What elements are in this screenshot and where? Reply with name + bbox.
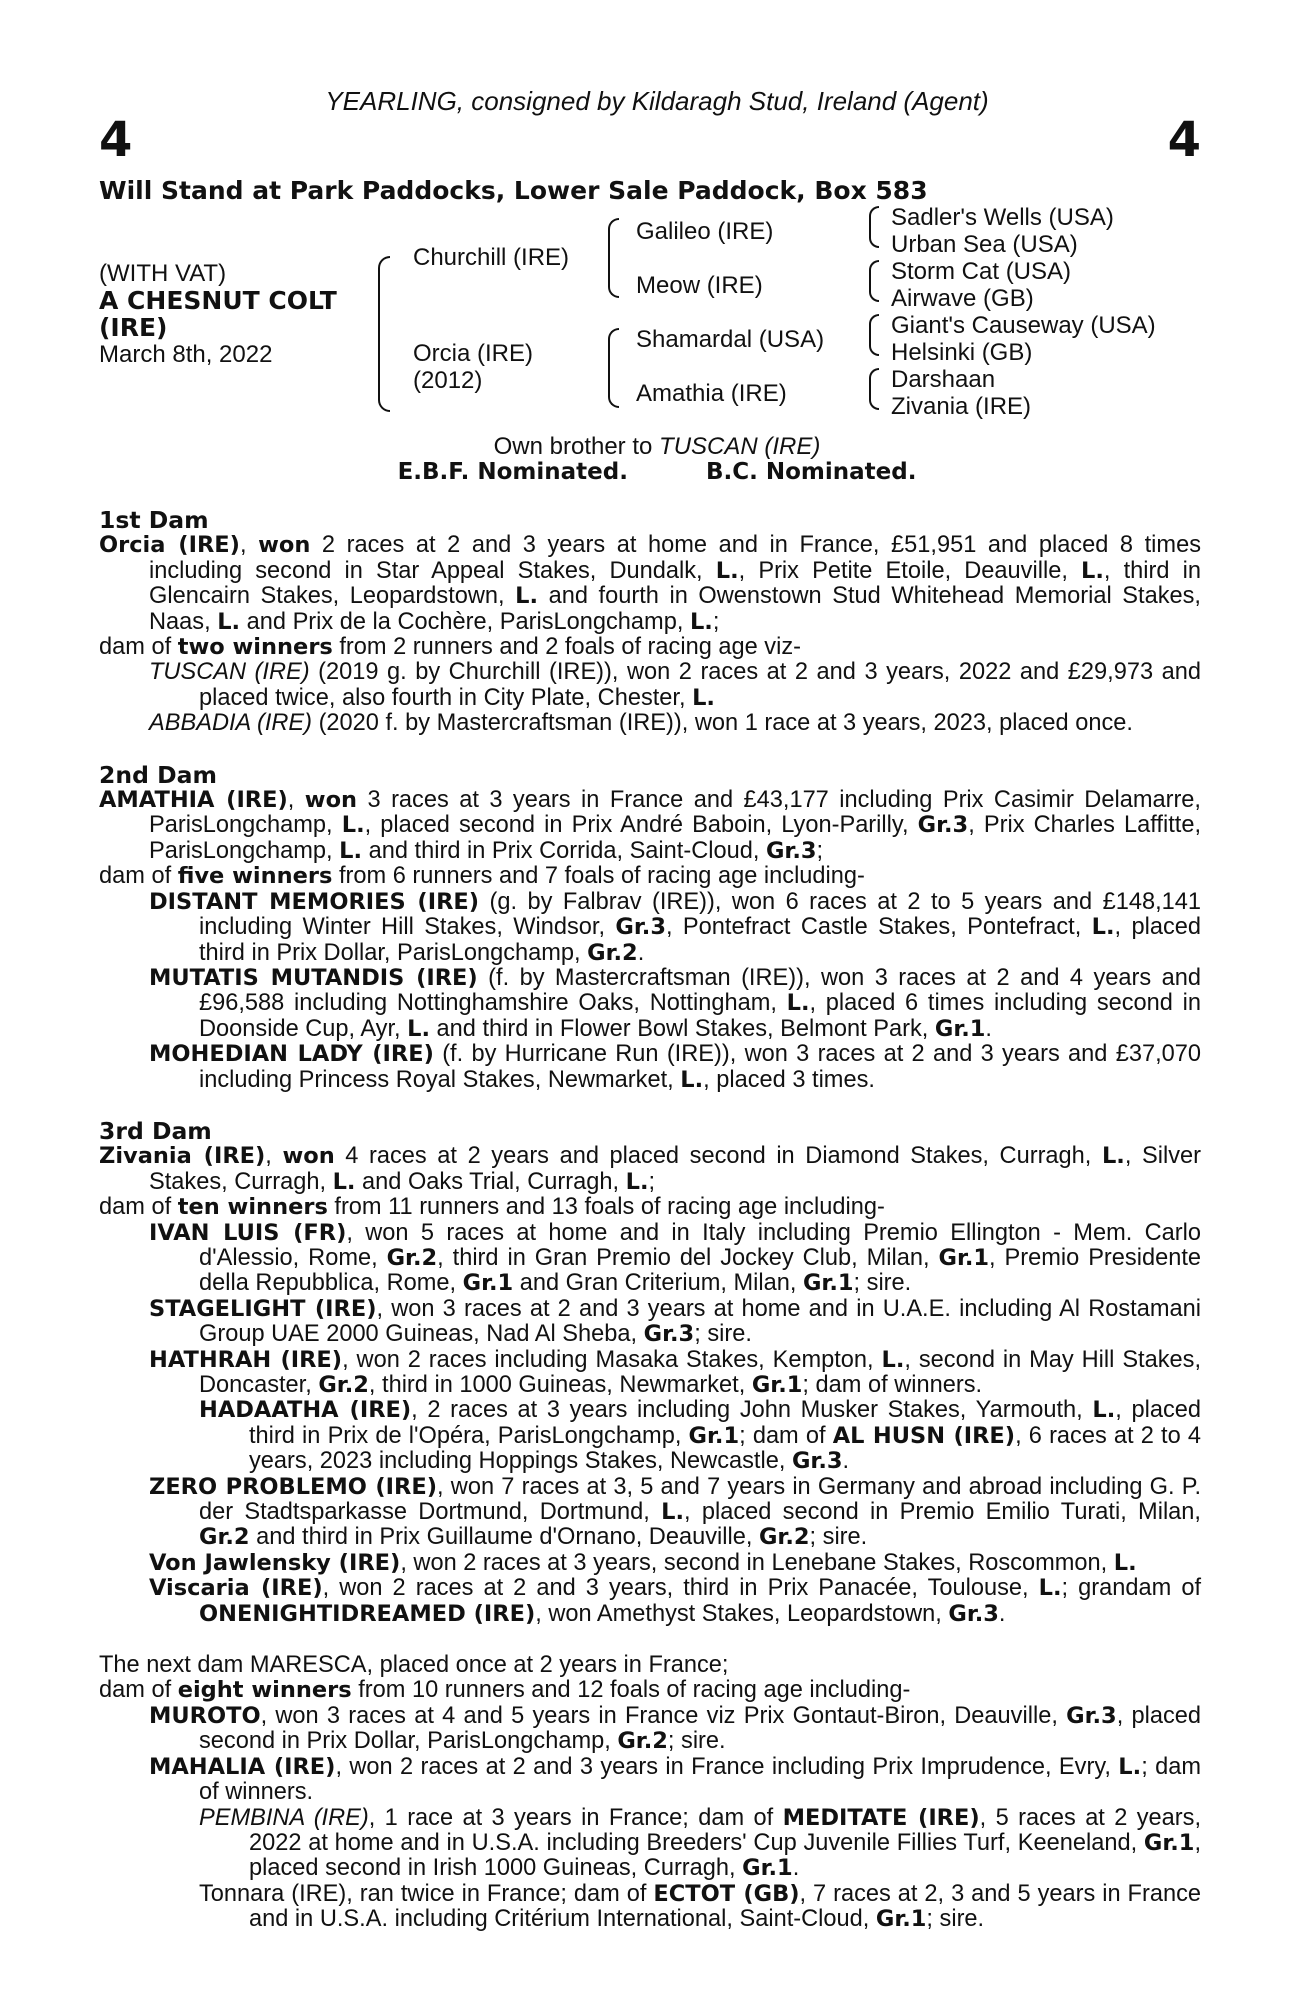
produce-name: Viscaria (IRE)	[149, 1575, 323, 1602]
lot-number-right: 4	[1167, 112, 1201, 168]
produce-name: IVAN LUIS (FR)	[149, 1219, 347, 1246]
produce-name: Tonnara (IRE)	[199, 1880, 347, 1907]
produce-name: MAHALIA (IRE)	[149, 1753, 336, 1780]
produce-entry: Von Jawlensky (IRE), won 2 races at 3 years, second in Lenebane Stakes, Roscommon, L.	[149, 1549, 1137, 1576]
own-brother-name: TUSCAN (IRE)	[659, 433, 821, 460]
produce-entry: TUSCAN (IRE) (2019 g. by Churchill (IRE)), won 2 races at 2 and 3 years, 2022 and £29,973 and placed twice, also fourth in City Plate, Chester, L.	[149, 659, 1201, 711]
sdd-name: Airwave (GB)	[891, 285, 1034, 312]
third-dam-record: Zivania (IRE), won 4 races at 2 years and placed second in Diamond Stakes, Curragh, L., Silver Stakes, Curragh, L. and Oaks Trial, Curragh, L.;	[99, 1143, 1201, 1195]
ebf-nominated: E.B.F. Nominated.	[397, 459, 628, 485]
pedigree-brace-dd	[869, 368, 879, 410]
produce-entry: MOHEDIAN LADY (IRE) (f. by Hurricane Run (IRE)), won 3 races at 2 and 3 years and £37,070 including Princess Royal Stakes, Newmarket, L., placed 3 times.	[149, 1041, 1201, 1093]
third-dam-heading: 3rd Dam	[99, 1116, 212, 1145]
produce-entry: MUROTO, won 3 races at 4 and 5 years in France viz Prix Gontaut-Biron, Deauville, Gr.3, placed second in Prix Dollar, ParisLongchamp, Gr.2; sire.	[149, 1702, 1202, 1755]
next-dam-intro: The next dam MARESCA, placed once at 2 years in France;	[99, 1652, 729, 1679]
first-dam-record: Orcia (IRE), won 2 races at 2 and 3 years at home and in France, £51,951 and placed 8 times including second in Star Appeal Stakes, Dundalk, L., Prix Petite Etoile, Deauville, L., third in Glencairn Stakes, Leopardstown, L. and fourth in Owenstown Stud Whitehead Memorial Stakes, Naas, L. and Prix de la Cochère, ParisLongchamp, L.;	[99, 532, 1201, 635]
ddd-name: Zivania (IRE)	[891, 393, 1032, 420]
lot-number-left: 4	[99, 112, 133, 168]
pedigree-brace-sire	[608, 218, 619, 298]
produce-name: ZERO PROBLEMO (IRE)	[149, 1473, 438, 1500]
dam-name: Orcia (IRE)	[413, 340, 533, 367]
produce-name: HADAATHA (IRE)	[199, 1397, 412, 1424]
produce-entry: ZERO PROBLEMO (IRE), won 7 races at 3, 5 and 7 years in Germany and abroad including G. P. der Stadtsparkasse Dortmund, Dortmund, L., placed second in Premio Emilio Turati, Milan, Gr.2 and third in Prix Guillaume d'Ornano, Deauville, Gr.2; sire.	[149, 1473, 1201, 1551]
produce-entry: HADAATHA (IRE), 2 races at 3 years including John Musker Stakes, Yarmouth, L., placed third in Prix de l'Opéra, ParisLongchamp, Gr.1; dam of AL HUSN (IRE), 6 races at 2 to 4 years, 2023 including Hoppings Stakes, Newcastle, Gr.3.	[199, 1397, 1201, 1475]
stand-location: Will Stand at Park Paddocks, Lower Sale Paddock, Box 583	[99, 176, 928, 205]
dsd-name: Helsinki (GB)	[891, 339, 1033, 366]
dam-year: (2012)	[413, 367, 483, 394]
foaling-date: March 8th, 2022	[99, 341, 273, 368]
own-brother-note	[0, 433, 1314, 461]
ssd-name: Urban Sea (USA)	[891, 231, 1078, 258]
consignor-line: YEARLING, consigned by Kildaragh Stud, Ireland (Agent)	[325, 86, 989, 116]
produce-name: MUTATIS MUTANDIS (IRE)	[149, 964, 478, 991]
third-dam-produce-summary: dam of ten winners from 11 runners and 13 foals of racing age including-	[99, 1194, 885, 1221]
first-dam-name: Orcia (IRE)	[99, 532, 240, 559]
sire-dam: Meow (IRE)	[636, 272, 763, 299]
produce-entry: PEMBINA (IRE), 1 race at 3 years in France; dam of MEDITATE (IRE), 5 races at 2 years, 2022 at home and in U.S.A. including Breeders' Cup Juvenile Fillies Turf, Keeneland, Gr.1, placed second in Irish 1000 Guineas, Curragh, Gr.1.	[199, 1804, 1202, 1882]
pedigree-brace-ss	[869, 206, 879, 248]
produce-entry: ABBADIA (IRE) (2020 f. by Mastercraftsman (IRE)), won 1 race at 3 years, 2023, placed once.	[149, 710, 1133, 737]
produce-name: ABBADIA (IRE)	[149, 710, 313, 737]
produce-name: DISTANT MEMORIES (IRE)	[149, 888, 480, 915]
vat-note: (WITH VAT)	[99, 260, 227, 287]
sire-name: Churchill (IRE)	[413, 244, 570, 271]
produce-name: STAGELIGHT (IRE)	[149, 1295, 377, 1322]
produce-name: TUSCAN (IRE)	[149, 659, 310, 686]
won-label: won	[258, 532, 311, 559]
second-dam-name: AMATHIA (IRE)	[99, 787, 288, 814]
second-dam-record: AMATHIA (IRE), won 3 races at 3 years in France and £43,177 including Prix Casimir Delamarre, ParisLongchamp, L., placed second in Prix André Baboin, Lyon-Parilly, Gr.3, Prix Charles Laffitte, ParisLongchamp, L. and third in Prix Corrida, Saint-Cloud, Gr.3;	[99, 787, 1201, 864]
produce-entry: Tonnara (IRE), ran twice in France; dam of ECTOT (GB), 7 races at 2, 3 and 5 years in France and in U.S.A. including Critérium International, Saint-Cloud, Gr.1; sire.	[199, 1880, 1201, 1933]
horse-name: A CHESNUT COLT	[99, 286, 337, 315]
produce-name: Von Jawlensky (IRE)	[149, 1549, 401, 1576]
third-dam-name: Zivania (IRE)	[99, 1143, 266, 1170]
horse-name-country: (IRE)	[99, 313, 168, 342]
produce-name: PEMBINA (IRE)	[199, 1804, 369, 1831]
pedigree-brace-ds	[869, 314, 879, 356]
produce-name: MOHEDIAN LADY (IRE)	[149, 1041, 434, 1068]
produce-entry: MAHALIA (IRE), won 2 races at 2 and 3 years in France including Prix Imprudence, Evry, L.; dam of winners.	[149, 1753, 1202, 1806]
second-dam-produce-summary: dam of five winners from 6 runners and 7 foals of racing age including-	[99, 863, 865, 890]
produce-entry: DISTANT MEMORIES (IRE) (g. by Falbrav (IRE)), won 6 races at 2 to 5 years and £148,141 including Winter Hill Stakes, Windsor, Gr.3, Pontefract Castle Stakes, Pontefract, L., placed third in Prix Dollar, ParisLongchamp, Gr.2.	[149, 888, 1202, 966]
dam-dam: Amathia (IRE)	[636, 380, 787, 407]
pedigree-brace-dam	[608, 328, 619, 408]
dam-sire: Shamardal (USA)	[636, 326, 825, 353]
produce-entry: Viscaria (IRE), won 2 races at 2 and 3 years, third in Prix Panacée, Toulouse, L.; grandam of ONENIGHTIDREAMED (IRE), won Amethyst Stakes, Leopardstown, Gr.3.	[149, 1575, 1201, 1627]
first-dam-heading: 1st Dam	[99, 506, 209, 534]
first-dam-produce-summary: dam of two winners from 2 runners and 2 foals of racing age viz-	[99, 634, 801, 661]
produce-entry: MUTATIS MUTANDIS (IRE) (f. by Mastercraftsman (IRE)), won 3 races at 2 and 4 years and £96,588 including Nottinghamshire Oaks, Nottingham, L., placed 6 times including second in Doonside Cup, Ayr, L. and third in Flower Bowl Stakes, Belmont Park, Gr.1.	[149, 964, 1201, 1042]
produce-name: MUROTO	[149, 1702, 261, 1729]
own-brother-prefix: Own brother to	[493, 433, 660, 460]
nominations	[0, 459, 1314, 485]
pedigree-brace-sd	[869, 260, 879, 302]
next-dam-produce-summary: dam of eight winners from 10 runners and 12 foals of racing age including-	[99, 1677, 911, 1704]
produce-entry: STAGELIGHT (IRE), won 3 races at 2 and 3 years at home and in U.A.E. including Al Rostamani Group UAE 2000 Guineas, Nad Al Sheba, Gr.3; sire.	[149, 1295, 1201, 1348]
second-dam-heading: 2nd Dam	[99, 760, 217, 789]
produce-entry: IVAN LUIS (FR), won 5 races at home and in Italy including Premio Ellington - Mem. Carlo d'Alessio, Rome, Gr.2, third in Gran Premio del Jockey Club, Milan, Gr.1, Premio Presidente della Repubblica, Rome, Gr.1 and Gran Criterium, Milan, Gr.1; sire.	[149, 1219, 1201, 1297]
dds-name: Darshaan	[891, 366, 996, 393]
pedigree-brace-gen1	[378, 256, 390, 412]
sds-name: Storm Cat (USA)	[891, 258, 1072, 285]
bc-nominated: B.C. Nominated.	[705, 459, 917, 485]
produce-name: HATHRAH (IRE)	[149, 1346, 343, 1373]
dss-name: Giant's Causeway (USA)	[891, 312, 1156, 339]
catalogue-body	[99, 508, 1201, 1933]
sire-sire: Galileo (IRE)	[636, 218, 774, 245]
produce-entry: HATHRAH (IRE), won 2 races including Masaka Stakes, Kempton, L., second in May Hill Stakes, Doncaster, Gr.2, third in 1000 Guineas, Newmarket, Gr.1; dam of winners.	[149, 1346, 1201, 1398]
sss-name: Sadler's Wells (USA)	[891, 204, 1114, 231]
